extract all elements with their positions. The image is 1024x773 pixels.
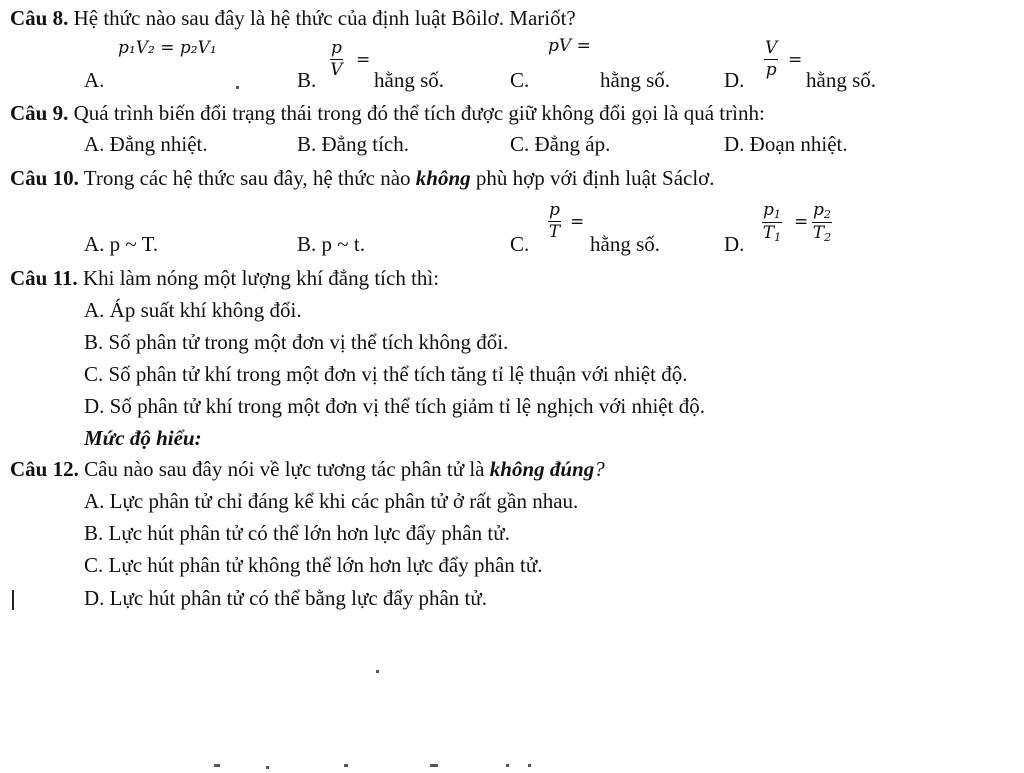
q8-label: Câu 8. [10,6,69,30]
q9-option-b: B. Đẳng tích. [297,132,409,156]
q10-d-num2-sub: 2 [823,208,831,221]
q8-d-label: D. [724,68,745,92]
q8-d-suffix: hằng số. [806,68,876,92]
q9-label: Câu 9. [10,101,69,125]
q10-d-num1-sub: 1 [773,208,781,221]
q8-b-fraction [330,40,343,79]
q11-option-d: D. Số phân tử khí trong một đơn vị thể tích giảm tỉ lệ nghịch với nhiệt độ. [84,394,705,418]
q8-c-suffix: hằng số. [600,68,670,92]
q10-d-num1: p [763,200,774,220]
q10-text-pre: Trong các hệ thức sau đây, hệ thức nào [83,166,411,190]
q12-option-a: A. Lực phân tử chỉ đáng kể khi các phân tử ở rất gần nhau. [84,489,579,513]
q10-stem [10,168,715,189]
q10-c-equals: = [570,212,585,232]
q9-option-a: A. Đẳng nhiệt. [84,132,208,156]
q10-option-b: B. p ~ t. [297,232,365,256]
q9-stem [10,103,765,124]
q8-c-formula: pV = [548,36,591,56]
q9-text: Quá trình biến đổi trạng thái trong đó thể tích được giữ không đổi gọi là quá trình: [73,101,765,125]
q11-option-b: B. Số phân tử trong một đơn vị thể tích không đổi. [84,330,509,354]
q10-d-den1: T [762,223,775,243]
q10-d-fraction-left [762,202,782,243]
q12-label: Câu 12. [10,457,79,481]
q12-text-post: ? [594,457,605,481]
q10-d-num2: p [813,200,824,220]
stray-dot [430,764,438,767]
q8-d-fraction [764,40,778,79]
q10-d-den2: T [812,223,825,243]
q12-emphasis: không đúng [489,457,595,481]
q11-stem [10,268,439,289]
margin-bar [12,590,14,610]
q8-b-suffix: hằng số. [374,68,444,92]
q10-c-fraction [548,202,561,241]
q12-option-d: D. Lực hút phân tử có thể bằng lực đẩy phân tử. [84,586,488,610]
q8-d-equals: = [788,50,803,70]
q8-stem [10,8,576,29]
stray-dot [376,670,379,673]
q8-text: Hệ thức nào sau đây là hệ thức của định luật Bôilơ. Mariốt? [73,6,576,30]
stray-dot [214,764,220,767]
q8-d-denominator: p [765,60,777,80]
q10-d-equals: = [794,212,809,232]
stray-dot [506,764,509,767]
stray-dot [266,766,269,769]
q8-a-label: A. [84,68,105,92]
q10-emphasis: không [415,166,471,190]
q9-option-c: C. Đẳng áp. [510,132,611,156]
q8-c-label: C. [510,68,530,92]
stray-dot [528,764,531,767]
q10-label: Câu 10. [10,166,79,190]
q11-option-c: C. Số phân tử khí trong một đơn vị thể tích tăng tỉ lệ thuận với nhiệt độ. [84,362,688,386]
q10-d-fraction-right [812,202,832,243]
q12-text-pre: Câu nào sau đây nói về lực tương tác phân tử là [84,457,485,481]
q10-c-suffix: hằng số. [590,232,660,256]
q10-c-numerator: p [549,200,560,220]
q12-option-c: C. Lực hút phân tử không thể lớn hơn lực đẩy phân tử. [84,553,543,577]
section-title: Mức độ hiểu: [84,426,202,450]
stray-dot [344,764,348,767]
q8-b-denominator: V [330,60,343,80]
q10-d-den1-sub: 1 [774,231,782,244]
q11-label: Câu 11. [10,266,78,290]
stray-dot [236,86,239,89]
q10-c-label: C. [510,232,530,256]
q8-d-numerator: V [765,38,778,58]
q9-option-d: D. Đoạn nhiệt. [724,132,848,156]
q10-option-a: A. p ~ T. [84,232,159,256]
q8-b-equals: = [356,50,371,70]
q10-d-label: D. [724,232,745,256]
q10-d-den2-sub: 2 [824,231,832,244]
q11-text: Khi làm nóng một lượng khí đẳng tích thì: [82,266,440,290]
q8-b-numerator: p [331,38,342,58]
q10-c-denominator: T [548,222,561,242]
q11-option-a: A. Áp suất khí không đổi. [84,298,302,322]
q10-text-post: phù hợp với định luật Sáclơ. [475,166,715,190]
q12-option-b: B. Lực hút phân tử có thể lớn hơn lực đẩy phân tử. [84,521,510,545]
q8-a-formula: p₁V₂ = p₂V₁ [118,38,217,58]
q8-b-label: B. [297,68,317,92]
q12-stem [10,459,605,480]
